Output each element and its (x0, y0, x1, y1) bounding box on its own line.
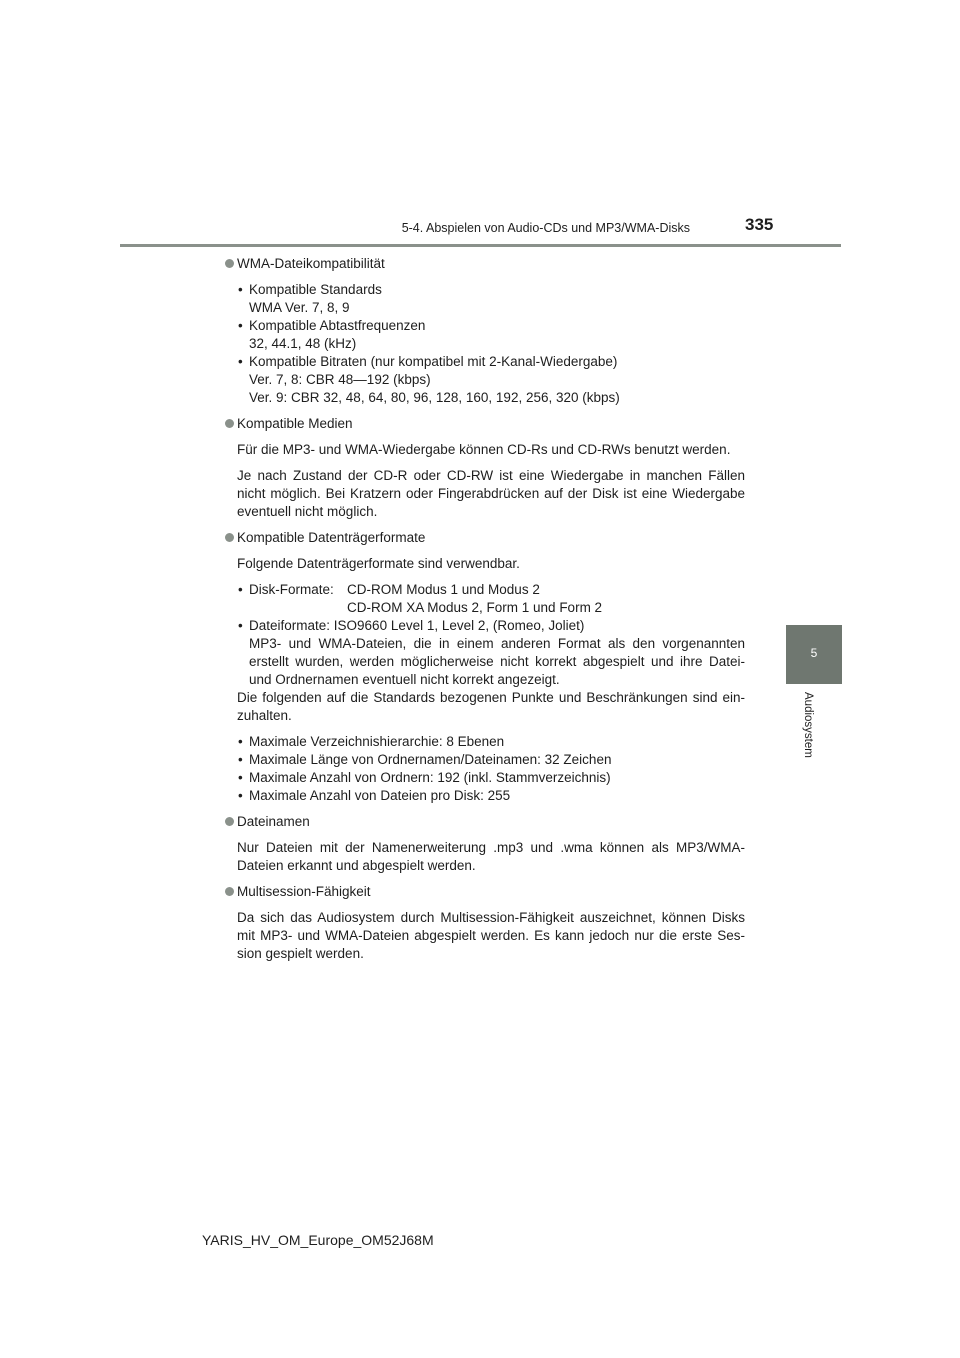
list-item (237, 751, 745, 769)
paragraph: Für die MP3- und WMA-Wiedergabe können CD-Rs und CD-RWs benutzt werden. (237, 442, 731, 457)
bullet-dot-icon (225, 259, 234, 268)
multisession-body (225, 909, 745, 963)
wma-list (225, 281, 745, 407)
list-item (237, 787, 745, 805)
section-heading (225, 883, 745, 901)
filenames-body (225, 839, 745, 875)
paragraph: Da sich das Audiosystem durch Multisession-Fähigkeit auszeichnet, können Disks mit MP3- und WMA-Dateien abgespielt werden. Es kann jedoch nur die erste Ses-sion gespielt werden. (237, 910, 745, 961)
list-item (237, 617, 745, 635)
list-item (237, 353, 745, 371)
list-item (237, 317, 745, 335)
bullet-icon: • (238, 788, 243, 803)
section-multisession (225, 883, 745, 963)
section-compatible-media (225, 415, 745, 521)
section-heading (225, 255, 745, 273)
bullet-icon: • (238, 282, 243, 297)
paragraph: Die folgenden auf die Standards bezogenen Punkte und Beschränkungen sind ein-zuhalten. (237, 690, 745, 723)
list-item-label: Maximale Anzahl von Ordnern: 192 (inkl. Stammverzeichnis) (249, 770, 611, 785)
bullet-icon: • (238, 618, 243, 633)
section-heading-text: Dateinamen (237, 814, 310, 829)
list-item-detail: WMA Ver. 7, 8, 9 (249, 300, 350, 315)
limits-list (237, 733, 745, 805)
formats-body (225, 555, 745, 805)
list-item (237, 281, 745, 299)
section-heading (225, 415, 745, 433)
bullet-icon: • (238, 318, 243, 333)
list-item-detail: Ver. 7, 8: CBR 48—192 (kbps) (249, 372, 431, 387)
section-heading-text: Kompatible Datenträgerformate (237, 530, 426, 545)
section-heading (225, 529, 745, 547)
list-item-label: Maximale Länge von Ordnernamen/Dateinamen: 32 Zeichen (249, 752, 612, 767)
document-code: YARIS_HV_OM_Europe_OM52J68M (202, 1232, 434, 1248)
list-item-label: Kompatible Abtastfrequenzen (249, 318, 426, 333)
formats-list (237, 581, 745, 725)
paragraph: Folgende Datenträgerformate sind verwendbar. (237, 556, 520, 571)
section-heading-text: WMA-Dateikompatibilität (237, 256, 385, 271)
paragraph: Nur Dateien mit der Namenerweiterung .mp3 und .wma können als MP3/WMA-Dateien erkannt und abgespielt werden. (237, 840, 745, 873)
list-item (237, 733, 745, 751)
list-item-label: Kompatible Standards (249, 282, 382, 297)
list-item-detail: 32, 44.1, 48 (kHz) (249, 336, 357, 351)
header-rule (120, 244, 841, 247)
section-heading (225, 813, 745, 831)
bullet-icon: • (238, 770, 243, 785)
paragraph: Je nach Zustand der CD-R oder CD-RW ist eine Wiedergabe in manchen Fällen nicht möglich. Bei Kratzern oder Fingerabdrücken auf der Disk ist eine Wiedergabe eventuell nicht möglich. (237, 468, 745, 519)
bullet-dot-icon (225, 817, 234, 826)
section-heading-text: Kompatible Medien (237, 416, 353, 431)
section-wma-compatibility (225, 255, 745, 407)
disk-formats-label: Disk-Formate: (249, 582, 334, 597)
bullet-icon: • (238, 734, 243, 749)
list-item (237, 581, 745, 599)
list-item (237, 769, 745, 787)
chapter-tab-label: Audiosystem (802, 692, 814, 758)
list-item-detail: Ver. 9: CBR 32, 48, 64, 80, 96, 128, 160, 192, 256, 320 (kbps) (249, 390, 620, 405)
media-body (225, 441, 745, 521)
bullet-icon: • (238, 582, 243, 597)
list-item-detail: MP3- und WMA-Dateien, die in einem anderen Format als den vorgenannten erstellt wurden, werden möglicherweise nicht korrekt abgespielt und ihre Datei- und Ordnernamen eventuell nicht korrekt angezeigt. (249, 636, 745, 687)
bullet-dot-icon (225, 887, 234, 896)
list-item-label: Dateiformate: ISO9660 Level 1, Level 2, (Romeo, Joliet) (249, 618, 585, 633)
bullet-icon: • (238, 354, 243, 369)
chapter-tab-number: 5 (810, 646, 818, 660)
running-header: 5-4. Abspielen von Audio-CDs und MP3/WMA-Disks (401, 221, 690, 235)
page-number: 335 (745, 215, 774, 234)
disk-format-value: CD-ROM XA Modus 2, Form 1 und Form 2 (347, 600, 603, 615)
bullet-icon: • (238, 752, 243, 767)
bullet-dot-icon (225, 533, 234, 542)
bullet-dot-icon (225, 419, 234, 428)
list-item-label: Maximale Anzahl von Dateien pro Disk: 255 (249, 788, 511, 803)
disk-format-value: CD-ROM Modus 1 und Modus 2 (347, 582, 540, 597)
section-file-names (225, 813, 745, 875)
list-item-label: Maximale Verzeichnishierarchie: 8 Ebenen (249, 734, 505, 749)
list-item-label: Kompatible Bitraten (nur kompatibel mit 2-Kanal-Wiedergabe) (249, 354, 618, 369)
page-content (225, 255, 745, 971)
section-compatible-formats (225, 529, 745, 805)
section-heading-text: Multisession-Fähigkeit (237, 884, 371, 899)
